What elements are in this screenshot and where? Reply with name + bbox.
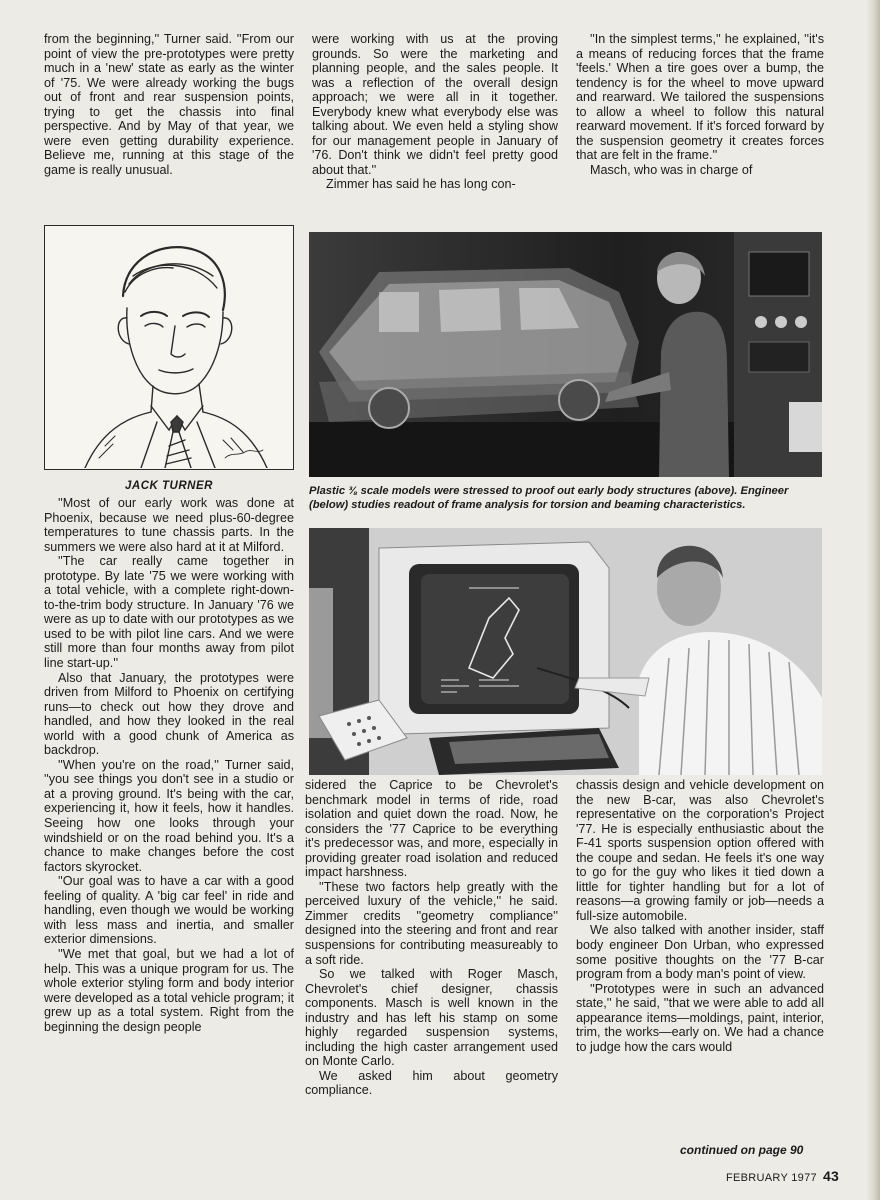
paragraph: were working with us at the proving grounds. So were the marketing and planning people, and the sales people. It was a reflection of the overall design approach; we were all in it together. Everybody knew what everybody else was talking about. We even held a styling show for our management people in January of '76. Don't think we didn't feel pretty good about that.''	[312, 32, 558, 177]
paragraph: ''Our goal was to have a car with a good feeling of quality. A 'big car feel' in ride and handling, even though we would be working with less mass and inertia, and smaller exterior dimensions.	[44, 874, 294, 947]
paragraph: ''When you're on the road,'' Turner said, ''you see things you don't see in a studio or at a proving ground. It's being with the car, experiencing it, how it feels, how it handles. Seeing how one looks through your windshield or on the road behind you. It's a chance to make changes before the cost factors skyrocket.	[44, 757, 294, 874]
paragraph: ''In the simplest terms,'' he explained, ''it's a means of reducing forces that the frame 'feels.' When a tire goes over a bump, the tendency is for the wheel to move upward and rearward. We tailored the suspensions to allow a wheel to follow this natural rearward movement. If it's forced forward by the suspension geometry it creates forces that are felt in the frame.''	[576, 32, 824, 163]
page-footer	[726, 1168, 839, 1184]
scale-model-image	[309, 232, 822, 477]
jack-turner-sketch	[44, 225, 294, 470]
paragraph: chassis design and vehicle development on the new B-car, was also Chevrolet's representative on the corporation's Project '77. He is especially enthusiastic about the F-41 sports suspension option offered with the coupe and sedan. He feels it's one way to go for the guy who likes it tied down a little for tighter handling but for a lot of reasons—a growing family or job—needs a full-size automobile.	[576, 778, 824, 923]
portrait-caption: JACK TURNER	[125, 480, 213, 492]
paragraph: sidered the Caprice to be Chevrolet's benchmark model in terms of ride, road isolation and quiet down the road. Now, he considers the '77 Caprice to be everything it's predecessor was, and more, especially in providing greater road isolation and reduced impact harshness.	[305, 778, 558, 880]
issue-date: FEBRUARY 1977	[726, 1172, 817, 1184]
column-2-top	[312, 32, 558, 192]
paragraph: We asked him about geometry compliance.	[305, 1068, 558, 1098]
scale-model-photo	[309, 232, 822, 477]
page-number: 43	[822, 1168, 840, 1184]
column-3-bottom	[576, 778, 824, 1054]
paragraph: ''Prototypes were in such an advanced state,'' he said, ''that we were able to add all appearance items—moldings, paint, interior, trim, the works—early on. We had a chance to judge how the cars would	[576, 981, 824, 1054]
column-1-top	[44, 32, 294, 177]
paragraph: Also that January, the prototypes were driven from Milford to Phoenix on certifying runs—to check out how they drove and handled, and how they looked in the real world with a good chunk of America as backdrop.	[44, 670, 294, 758]
portrait-illustration	[45, 226, 292, 468]
terminal-image	[309, 528, 822, 775]
column-2-bottom	[305, 778, 558, 1098]
paragraph: ''The car really came together in prototype. By late '75 we were working with a total vehicle, with a complete right-down-to-the-trim body structure. In January '76 we were as up to date with our prototypes as we used to be with pilot line cars. And we were still more than four months away from pilot line start-up.''	[44, 554, 294, 671]
continued-note: continued on page 90	[680, 1143, 804, 1157]
page-edge-shadow	[866, 0, 880, 1200]
paragraph: ''Most of our early work was done at Phoenix, because we need plus-60-degree temperatures to tune chassis parts. In the summers we were also hard at it at Milford.	[44, 496, 294, 554]
paragraph: ''These two factors help greatly with the perceived luxury of the vehicle,'' he said. Zimmer credits ''geometry compliance'' designed into the steering and front and rear suspensions for contributing measureably to a soft ride.	[305, 879, 558, 967]
paragraph: Zimmer has said he has long con-	[326, 177, 516, 192]
paragraph: So we talked with Roger Masch, Chevrolet's chief designer, chassis components. Masch is well known in the industry and has left his stamp on some highly regarded suspension systems, including the high caster arrangement used on Monte Carlo.	[305, 967, 558, 1069]
paragraph: Masch, who was in charge of	[590, 162, 753, 177]
column-1-bottom	[44, 496, 294, 1034]
paragraph: We also talked with another insider, staff body engineer Don Urban, who expressed some positive thoughts on the '77 B-car program from a body man's point of view.	[576, 923, 824, 982]
computer-terminal-photo	[309, 528, 822, 775]
photo-caption: Plastic ⅜ scale models were stressed to proof out early body structures (above). Engineer (below) studies readout of frame analysis for torsion and beaming characteristics.	[309, 485, 789, 511]
column-3-top	[576, 32, 824, 177]
paragraph: from the beginning,'' Turner said. ''From our point of view the pre-prototypes were pretty much in a 'new' state as early as the winter of '75. We were already working the bugs out of front and rear suspension points, trying to get the chassis into final perspective. And by May of that year, we were even getting durability experience. Believe me, running at this stage of the game is really unusual.	[44, 32, 294, 177]
paragraph: ''We met that goal, but we had a lot of help. This was a unique program for us. The whole exterior styling form and body interior were developed as a total vehicle program; it grew up as a total system. Right from the beginning the design people	[44, 946, 294, 1034]
